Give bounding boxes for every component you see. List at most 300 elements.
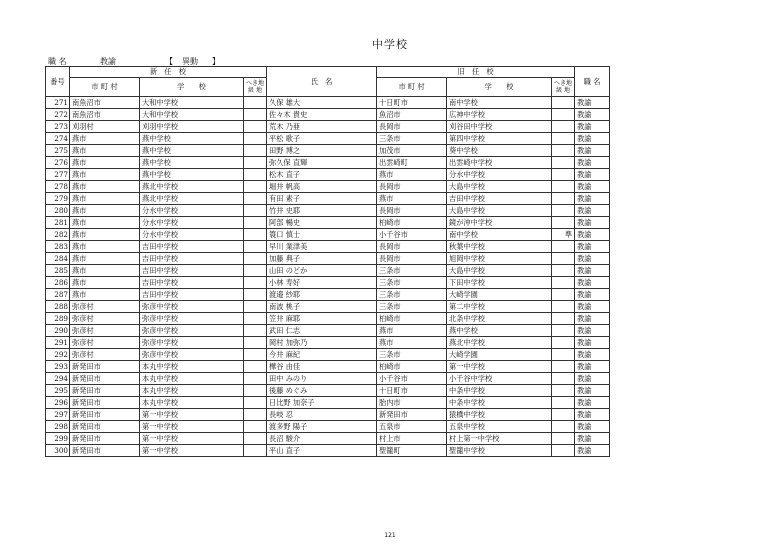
new-remote-cell (244, 385, 267, 397)
teacher-name-cell: 佐々木 貴史 (267, 109, 377, 121)
new-remote-cell (244, 313, 267, 325)
old-remote-cell (552, 445, 575, 457)
new-city-cell: 新発田市 (70, 421, 140, 433)
table-row (46, 133, 610, 145)
job-title-cell: 教諭 (575, 157, 610, 169)
col-new-remote-1: へき地 (246, 80, 265, 87)
new-remote-cell (244, 229, 267, 241)
new-remote-cell (244, 97, 267, 109)
new-city-cell: 燕市 (70, 253, 140, 265)
row-number: 284 (46, 253, 70, 265)
old-remote-cell (552, 133, 575, 145)
new-remote-cell (244, 325, 267, 337)
table-row (46, 157, 610, 169)
old-school-cell: 第四中学校 (447, 133, 552, 145)
col-old-remote-2: 級 地 (556, 87, 570, 94)
table-row (46, 373, 610, 385)
old-school-cell: 第二中学校 (447, 301, 552, 313)
old-city-cell: 燕市 (377, 337, 447, 349)
old-remote-cell (552, 241, 575, 253)
new-city-cell: 新発田市 (70, 409, 140, 421)
old-school-cell: 村上第一中学校 (447, 433, 552, 445)
old-school-cell: 刈谷田中学校 (447, 121, 552, 133)
new-remote-cell (244, 397, 267, 409)
old-school-cell: 第一中学校 (447, 361, 552, 373)
table-row (46, 241, 610, 253)
row-number: 283 (46, 241, 70, 253)
new-remote-cell (244, 433, 267, 445)
row-number: 286 (46, 277, 70, 289)
old-remote-cell (552, 109, 575, 121)
new-school-cell: 燕中学校 (140, 157, 244, 169)
new-city-cell: 刈羽村 (70, 121, 140, 133)
job-title-cell: 教諭 (575, 301, 610, 313)
table-row (46, 181, 610, 193)
teacher-name-cell: 笠井 麻耶 (267, 313, 377, 325)
teacher-name-cell: 南波 桃子 (267, 301, 377, 313)
old-school-cell: 下田中学校 (447, 277, 552, 289)
table-row (46, 97, 610, 109)
job-title-cell: 教諭 (575, 361, 610, 373)
table-row (46, 289, 610, 301)
old-school-cell: 中条中学校 (447, 385, 552, 397)
old-school-cell: 燕中学校 (447, 325, 552, 337)
new-remote-cell (244, 205, 267, 217)
teacher-name-cell: 山田 のどか (267, 265, 377, 277)
new-city-cell: 新発田市 (70, 445, 140, 457)
row-number: 276 (46, 157, 70, 169)
old-school-cell: 分水中学校 (447, 169, 552, 181)
row-number: 289 (46, 313, 70, 325)
old-remote-cell (552, 385, 575, 397)
new-school-cell: 吉田中学校 (140, 289, 244, 301)
teacher-name-cell: 武田 仁志 (267, 325, 377, 337)
new-remote-cell (244, 421, 267, 433)
teacher-name-cell: 早川 業津美 (267, 241, 377, 253)
old-city-cell: 長岡市 (377, 253, 447, 265)
job-title-cell: 教諭 (575, 169, 610, 181)
job-title-cell: 教諭 (575, 253, 610, 265)
teacher-name-cell: 後藤 めぐみ (267, 385, 377, 397)
teacher-name-cell: 阿部 暢史 (267, 217, 377, 229)
new-school-cell: 第一中学校 (140, 409, 244, 421)
old-school-cell: 大島中学校 (447, 205, 552, 217)
new-city-cell: 燕市 (70, 145, 140, 157)
job-title-cell: 教諭 (575, 241, 610, 253)
new-city-cell: 燕市 (70, 289, 140, 301)
row-number: 287 (46, 289, 70, 301)
teacher-name-cell: 渡邉 紗耶 (267, 289, 377, 301)
job-title-cell: 教諭 (575, 397, 610, 409)
old-remote-cell (552, 157, 575, 169)
teacher-name-cell: 有田 素子 (267, 193, 377, 205)
bracket-close: 】 (212, 57, 220, 66)
table-row (46, 313, 610, 325)
new-city-cell: 燕市 (70, 169, 140, 181)
old-school-cell: 大島中学校 (447, 265, 552, 277)
col-job: 職 名 (575, 67, 610, 97)
old-remote-cell (552, 373, 575, 385)
old-school-cell: 北条中学校 (447, 313, 552, 325)
teacher-name-cell: 田野 博之 (267, 145, 377, 157)
new-remote-cell (244, 445, 267, 457)
old-city-cell: 柏崎市 (377, 361, 447, 373)
old-school-cell: 聖籠中学校 (447, 445, 552, 457)
old-remote-cell (552, 349, 575, 361)
col-old-post: 旧 任 校 (377, 67, 575, 78)
page-title: 中学校 (372, 38, 408, 51)
old-school-cell: 旭岡中学校 (447, 253, 552, 265)
old-city-cell: 村上市 (377, 433, 447, 445)
old-city-cell: 燕市 (377, 325, 447, 337)
old-city-cell: 長岡市 (377, 205, 447, 217)
teacher-name-cell: 小林 寿好 (267, 277, 377, 289)
row-number: 282 (46, 229, 70, 241)
old-city-cell: 出雲崎町 (377, 157, 447, 169)
old-city-cell: 長岡市 (377, 241, 447, 253)
teacher-name-cell: 荒木 乃亜 (267, 121, 377, 133)
new-remote-cell (244, 277, 267, 289)
row-number: 293 (46, 361, 70, 373)
job-title-cell: 教諭 (575, 313, 610, 325)
col-old-city: 市 町 村 (377, 78, 447, 97)
new-remote-cell (244, 145, 267, 157)
new-remote-cell (244, 157, 267, 169)
old-remote-cell (552, 409, 575, 421)
job-title-cell: 教諭 (575, 217, 610, 229)
row-number: 278 (46, 181, 70, 193)
old-city-cell: 魚沼市 (377, 109, 447, 121)
teacher-name-cell: 今井 麻紀 (267, 349, 377, 361)
row-number: 298 (46, 421, 70, 433)
old-city-cell: 小千谷市 (377, 229, 447, 241)
new-school-cell: 大和中学校 (140, 109, 244, 121)
col-name: 氏 名 (267, 67, 377, 97)
table-row (46, 265, 610, 277)
new-city-cell: 弥彦村 (70, 301, 140, 313)
row-number: 279 (46, 193, 70, 205)
old-remote-cell (552, 421, 575, 433)
old-remote-cell (552, 253, 575, 265)
category-label: 異動 (182, 57, 198, 66)
new-remote-cell (244, 409, 267, 421)
row-number: 271 (46, 97, 70, 109)
old-city-cell: 聖籠町 (377, 445, 447, 457)
new-remote-cell (244, 241, 267, 253)
new-remote-cell (244, 193, 267, 205)
new-city-cell: 燕市 (70, 205, 140, 217)
new-remote-cell (244, 265, 267, 277)
row-number: 290 (46, 325, 70, 337)
new-city-cell: 燕市 (70, 133, 140, 145)
old-school-cell: 中条中学校 (447, 397, 552, 409)
new-school-cell: 本丸中学校 (140, 385, 244, 397)
teacher-name-cell: 長沼 駿介 (267, 433, 377, 445)
col-old-remote-1: へき地 (554, 80, 573, 87)
row-number: 274 (46, 133, 70, 145)
job-title-cell: 教諭 (575, 109, 610, 121)
teacher-name-cell: 岡村 加弥乃 (267, 337, 377, 349)
old-school-cell: 葵中学校 (447, 145, 552, 157)
old-remote-cell (552, 193, 575, 205)
new-remote-cell (244, 181, 267, 193)
new-school-cell: 燕北中学校 (140, 193, 244, 205)
col-old-remote (552, 78, 575, 97)
old-remote-cell (552, 217, 575, 229)
row-number: 277 (46, 169, 70, 181)
new-city-cell: 燕市 (70, 181, 140, 193)
old-school-cell: 南中学校 (447, 229, 552, 241)
row-number: 299 (46, 433, 70, 445)
new-remote-cell (244, 289, 267, 301)
new-city-cell: 燕市 (70, 241, 140, 253)
old-city-cell: 小千谷市 (377, 373, 447, 385)
new-city-cell: 弥彦村 (70, 349, 140, 361)
old-city-cell: 三条市 (377, 349, 447, 361)
old-remote-cell (552, 265, 575, 277)
table-row (46, 253, 610, 265)
old-school-cell: 燕北中学校 (447, 337, 552, 349)
old-school-cell: 鏡が沖中学校 (447, 217, 552, 229)
new-school-cell: 弥彦中学校 (140, 313, 244, 325)
table-row (46, 421, 610, 433)
old-school-cell: 大島中学校 (447, 181, 552, 193)
old-city-cell: 三条市 (377, 289, 447, 301)
job-title-cell: 教諭 (575, 373, 610, 385)
teacher-name-cell: 平松 歌子 (267, 133, 377, 145)
new-school-cell: 刈羽中学校 (140, 121, 244, 133)
teacher-name-cell: 長岐 忍 (267, 409, 377, 421)
transfer-table (45, 66, 610, 457)
job-title-cell: 教諭 (575, 433, 610, 445)
row-number: 272 (46, 109, 70, 121)
new-city-cell: 南魚沼市 (70, 109, 140, 121)
job-title-cell: 教諭 (575, 289, 610, 301)
row-number: 296 (46, 397, 70, 409)
old-school-cell: 広神中学校 (447, 109, 552, 121)
new-city-cell: 燕市 (70, 193, 140, 205)
old-city-cell: 胎内市 (377, 397, 447, 409)
table-row (46, 145, 610, 157)
old-remote-cell (552, 397, 575, 409)
new-remote-cell (244, 217, 267, 229)
old-city-cell: 柏崎市 (377, 217, 447, 229)
table-row (46, 277, 610, 289)
new-school-cell: 第一中学校 (140, 445, 244, 457)
old-city-cell: 加茂市 (377, 145, 447, 157)
new-city-cell: 新発田市 (70, 385, 140, 397)
table-row (46, 361, 610, 373)
col-new-remote-2: 級 地 (248, 87, 262, 94)
teacher-name-cell: 平山 直子 (267, 445, 377, 457)
row-number: 297 (46, 409, 70, 421)
row-number: 294 (46, 373, 70, 385)
new-school-cell: 燕中学校 (140, 145, 244, 157)
old-remote-cell (552, 181, 575, 193)
table-row (46, 445, 610, 457)
job-title-cell: 教諭 (575, 409, 610, 421)
new-school-cell: 分水中学校 (140, 217, 244, 229)
old-remote-cell (552, 361, 575, 373)
old-school-cell: 大崎学園 (447, 289, 552, 301)
page-number: 121 (384, 532, 396, 539)
job-title-cell: 教諭 (575, 193, 610, 205)
col-new-school: 学 校 (140, 78, 244, 97)
table-row (46, 337, 610, 349)
row-number: 280 (46, 205, 70, 217)
new-school-cell: 吉田中学校 (140, 253, 244, 265)
teacher-name-cell: 竹井 史耶 (267, 205, 377, 217)
new-school-cell: 吉田中学校 (140, 277, 244, 289)
job-label: 職 名 (48, 57, 67, 66)
job-title-cell: 教諭 (575, 385, 610, 397)
new-city-cell: 新発田市 (70, 361, 140, 373)
teacher-name-cell: 堀井 帆高 (267, 181, 377, 193)
teacher-name-cell: 加藤 典子 (267, 253, 377, 265)
new-school-cell: 本丸中学校 (140, 361, 244, 373)
old-remote-cell (552, 277, 575, 289)
old-city-cell: 燕市 (377, 169, 447, 181)
table-row (46, 433, 610, 445)
old-city-cell: 十日町市 (377, 97, 447, 109)
new-school-cell: 吉田中学校 (140, 265, 244, 277)
old-city-cell: 五泉市 (377, 421, 447, 433)
old-remote-cell (552, 325, 575, 337)
table-row (46, 169, 610, 181)
old-remote-cell (552, 301, 575, 313)
new-city-cell: 燕市 (70, 265, 140, 277)
new-remote-cell (244, 133, 267, 145)
old-city-cell: 三条市 (377, 277, 447, 289)
job-value: 教諭 (100, 57, 116, 66)
old-remote-cell (552, 289, 575, 301)
col-number: 番号 (46, 67, 70, 97)
teacher-name-cell: 渡多野 陽子 (267, 421, 377, 433)
new-school-cell: 弥彦中学校 (140, 325, 244, 337)
new-school-cell: 第一中学校 (140, 433, 244, 445)
old-remote-cell (552, 313, 575, 325)
job-title-cell: 教諭 (575, 265, 610, 277)
new-city-cell: 弥彦村 (70, 313, 140, 325)
old-school-cell: 大崎学園 (447, 349, 552, 361)
new-school-cell: 分水中学校 (140, 205, 244, 217)
col-old-school: 学 校 (447, 78, 552, 97)
job-title-cell: 教諭 (575, 277, 610, 289)
new-remote-cell (244, 253, 267, 265)
new-school-cell: 燕北中学校 (140, 181, 244, 193)
bracket-open: 【 (165, 57, 173, 66)
col-new-city: 市 町 村 (70, 78, 140, 97)
old-remote-cell (552, 145, 575, 157)
teacher-name-cell: 簑口 慎士 (267, 229, 377, 241)
row-number: 291 (46, 337, 70, 349)
new-remote-cell (244, 121, 267, 133)
teacher-name-cell: 松木 直子 (267, 169, 377, 181)
table-row (46, 385, 610, 397)
job-title-cell: 教諭 (575, 445, 610, 457)
job-title-cell: 教諭 (575, 181, 610, 193)
new-remote-cell (244, 337, 267, 349)
row-number: 288 (46, 301, 70, 313)
old-school-cell: 出雲崎中学校 (447, 157, 552, 169)
table-row (46, 325, 610, 337)
new-school-cell: 第一中学校 (140, 421, 244, 433)
new-city-cell: 新発田市 (70, 397, 140, 409)
old-school-cell: 小千谷中学校 (447, 373, 552, 385)
row-number: 275 (46, 145, 70, 157)
new-school-cell: 分水中学校 (140, 229, 244, 241)
new-city-cell: 弥彦村 (70, 337, 140, 349)
table-row (46, 205, 610, 217)
table-row (46, 121, 610, 133)
col-new-post: 新 任 校 (70, 67, 267, 78)
row-number: 295 (46, 385, 70, 397)
old-city-cell: 三条市 (377, 301, 447, 313)
row-number: 281 (46, 217, 70, 229)
new-school-cell: 弥彦中学校 (140, 301, 244, 313)
new-remote-cell (244, 349, 267, 361)
old-school-cell: 猿橋中学校 (447, 409, 552, 421)
table-row (46, 229, 610, 241)
table-row (46, 109, 610, 121)
new-school-cell: 弥彦中学校 (140, 337, 244, 349)
new-city-cell: 新発田市 (70, 433, 140, 445)
row-number: 273 (46, 121, 70, 133)
table-row (46, 409, 610, 421)
old-school-cell: 五泉中学校 (447, 421, 552, 433)
table-row (46, 301, 610, 313)
old-city-cell: 十日町市 (377, 385, 447, 397)
old-school-cell: 南中学校 (447, 97, 552, 109)
old-city-cell: 柏崎市 (377, 313, 447, 325)
table-row (46, 397, 610, 409)
new-school-cell: 大和中学校 (140, 97, 244, 109)
old-city-cell: 長岡市 (377, 181, 447, 193)
row-number: 300 (46, 445, 70, 457)
row-number: 285 (46, 265, 70, 277)
old-remote-cell: 準 (552, 229, 575, 241)
old-city-cell: 新発田市 (377, 409, 447, 421)
new-remote-cell (244, 301, 267, 313)
new-school-cell: 本丸中学校 (140, 373, 244, 385)
new-school-cell: 弥彦中学校 (140, 349, 244, 361)
old-remote-cell (552, 337, 575, 349)
job-title-cell: 教諭 (575, 145, 610, 157)
table-row (46, 193, 610, 205)
old-school-cell: 秋葉中学校 (447, 241, 552, 253)
new-city-cell: 弥彦村 (70, 325, 140, 337)
new-school-cell: 燕中学校 (140, 133, 244, 145)
new-city-cell: 南魚沼市 (70, 97, 140, 109)
teacher-name-cell: 田中 みのり (267, 373, 377, 385)
old-city-cell: 長岡市 (377, 121, 447, 133)
job-title-cell: 教諭 (575, 349, 610, 361)
new-remote-cell (244, 361, 267, 373)
old-school-cell: 吉田中学校 (447, 193, 552, 205)
job-title-cell: 教諭 (575, 325, 610, 337)
table-row (46, 217, 610, 229)
new-remote-cell (244, 373, 267, 385)
row-number: 292 (46, 349, 70, 361)
old-city-cell: 燕市 (377, 193, 447, 205)
new-remote-cell (244, 169, 267, 181)
teacher-name-cell: 弥久保 直輝 (267, 157, 377, 169)
new-school-cell: 本丸中学校 (140, 397, 244, 409)
job-title-cell: 教諭 (575, 121, 610, 133)
teacher-name-cell: 日比野 加奈子 (267, 397, 377, 409)
job-title-cell: 教諭 (575, 133, 610, 145)
old-remote-cell (552, 205, 575, 217)
